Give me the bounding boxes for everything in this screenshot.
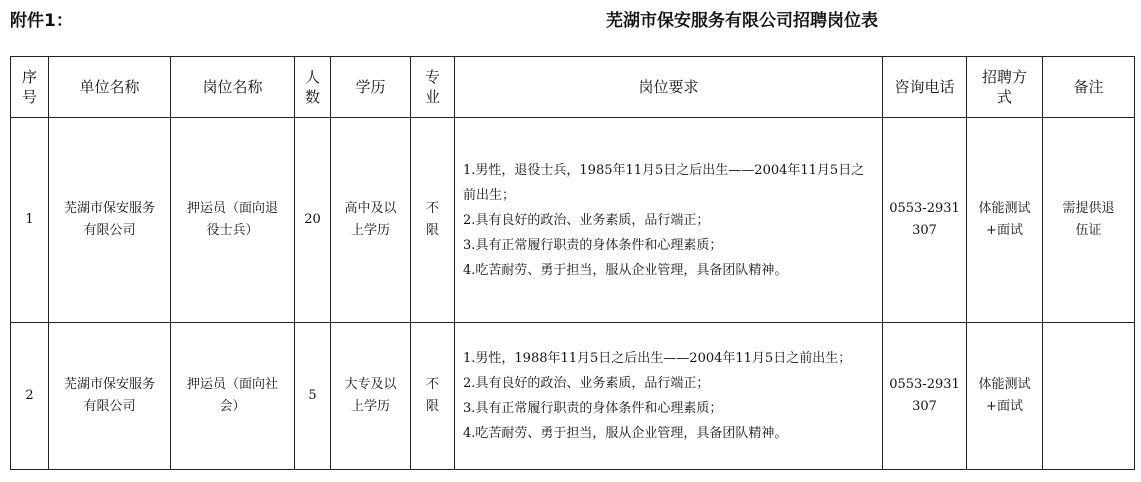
col-header-post: 岗位名称 xyxy=(171,57,295,118)
col-header-no: 序号 xyxy=(11,57,49,118)
cell-count: 5 xyxy=(295,323,331,470)
cell-requirements xyxy=(455,118,883,323)
requirement-line: 3.具有正常履行职责的身体条件和心理素质； xyxy=(463,237,723,253)
col-header-unit: 单位名称 xyxy=(49,57,171,118)
col-header-major: 专业 xyxy=(411,57,455,118)
cell-note: 需提供退伍证 xyxy=(1043,118,1135,323)
cell-major: 不限 xyxy=(411,323,455,470)
requirement-line: 1.男性，1988年11月5日之后出生——2004年11月5日之前出生； xyxy=(463,351,852,366)
requirement-line: 2.具有良好的政治、业务素质，品行端正； xyxy=(463,212,710,228)
cell-unit: 芜湖市保安服务有限公司 xyxy=(49,323,171,470)
table-row xyxy=(11,323,1135,470)
recruitment-table xyxy=(10,56,1135,470)
cell-note xyxy=(1043,323,1135,470)
attachment-label: 附件1： xyxy=(10,11,73,31)
requirement-line: 4.吃苦耐劳、勇于担当，服从企业管理，具备团队精神。 xyxy=(463,262,788,278)
cell-education: 高中及以上学历 xyxy=(331,118,411,323)
cell-post: 押运员（面向退役士兵） xyxy=(171,118,295,323)
cell-no: 2 xyxy=(11,323,49,470)
col-header-requirements: 岗位要求 xyxy=(455,57,883,118)
col-header-education: 学历 xyxy=(331,57,411,118)
cell-requirements xyxy=(455,323,883,470)
page-title: 芜湖市保安服务有限公司招聘岗位表 xyxy=(606,11,878,31)
cell-phone: 0553-2931307 xyxy=(883,323,967,470)
cell-unit: 芜湖市保安服务有限公司 xyxy=(49,118,171,323)
table-header-row xyxy=(11,57,1135,118)
cell-method: 体能测试+面试 xyxy=(967,118,1043,323)
cell-count: 20 xyxy=(295,118,331,323)
cell-education: 大专及以上学历 xyxy=(331,323,411,470)
cell-method: 体能测试+面试 xyxy=(967,323,1043,470)
cell-major: 不限 xyxy=(411,118,455,323)
requirement-line: 4.吃苦耐劳、勇于担当，服从企业管理，具备团队精神。 xyxy=(463,426,788,441)
requirement-line: 3.具有正常履行职责的身体条件和心理素质； xyxy=(463,401,723,416)
col-header-note: 备注 xyxy=(1043,57,1135,118)
col-header-method: 招聘方式 xyxy=(967,57,1043,118)
table-row xyxy=(11,118,1135,323)
cell-post: 押运员（面向社会） xyxy=(171,323,295,470)
cell-no: 1 xyxy=(11,118,49,323)
col-header-count: 人数 xyxy=(295,57,331,118)
cell-phone: 0553-2931307 xyxy=(883,118,967,323)
requirement-line: 1.男性，退役士兵，1985年11月5日之后出生——2004年11月5日之前出生； xyxy=(463,162,865,203)
col-header-phone: 咨询电话 xyxy=(883,57,967,118)
requirement-line: 2.具有良好的政治、业务素质，品行端正； xyxy=(463,376,710,391)
